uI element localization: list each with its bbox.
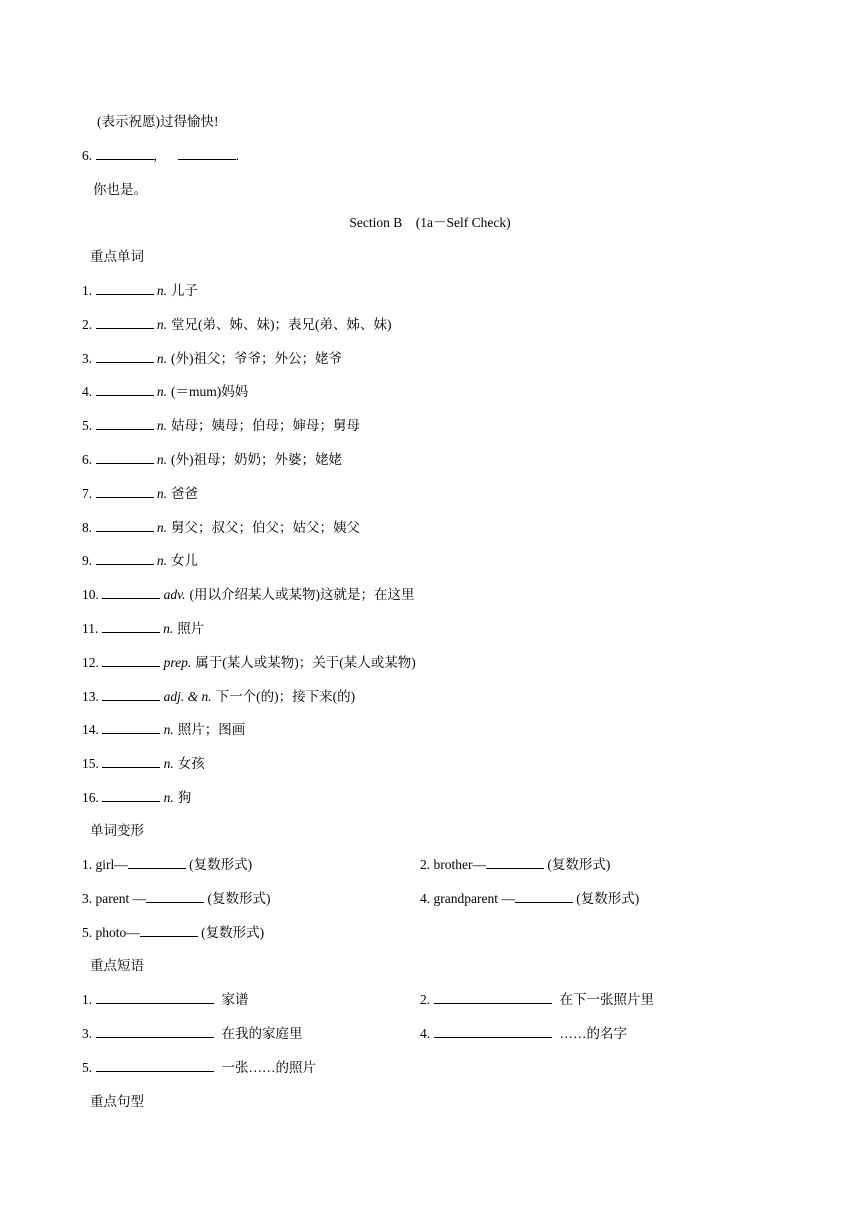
part-of-speech: n. [156, 553, 167, 569]
item-number: 4. [82, 384, 93, 400]
word-meaning: (外)祖父；爷爷；外公；姥爷 [171, 350, 342, 366]
vocab-item [82, 519, 360, 537]
answer-blank[interactable] [96, 316, 154, 329]
vocab-item [82, 316, 391, 334]
part-of-speech: n. [156, 418, 167, 434]
answer-blank[interactable] [96, 383, 154, 396]
item-number: 13. [82, 688, 99, 704]
item-number: 8. [82, 519, 93, 535]
phrase-item [420, 991, 654, 1009]
form-note: (复数形式) [189, 857, 253, 872]
form-note: (复数形式) [576, 891, 640, 906]
word-meaning: 女儿 [171, 553, 198, 569]
vocab-item [82, 721, 245, 739]
part-of-speech: n. [163, 621, 174, 636]
section-title: Section B (1a－Self Check) [349, 215, 511, 230]
part-of-speech: n. [156, 519, 167, 535]
phrase-meaning: 一张……的照片 [221, 1060, 316, 1075]
vocab-item [82, 654, 416, 672]
answer-blank[interactable] [96, 417, 154, 430]
sentences-heading: 重点句型 [90, 1094, 144, 1109]
item-number: 9. [82, 553, 93, 569]
answer-blank[interactable] [96, 519, 154, 532]
item-number: 15. [82, 756, 99, 772]
answer-blank[interactable] [178, 147, 236, 160]
part-of-speech: n. [163, 722, 174, 738]
word-meaning: 照片；图画 [177, 722, 246, 738]
q6-separator: , [153, 148, 157, 163]
answer-blank[interactable] [102, 586, 160, 599]
word-meaning: 属于(某人或某物)；关于(某人或某物) [195, 654, 416, 670]
word-form-item [82, 856, 252, 874]
item-number: 4. [420, 1026, 431, 1041]
item-number: 3. [82, 1026, 93, 1041]
phrase-meaning: 在下一张照片里 [559, 992, 654, 1007]
word-meaning: 姑母；姨母；伯母；婶母；舅母 [171, 418, 360, 434]
item-number: 6. [82, 452, 93, 467]
vocab-item [82, 755, 205, 773]
answer-blank[interactable] [96, 1059, 214, 1072]
vocab-item [82, 552, 198, 570]
answer-blank[interactable] [128, 856, 186, 869]
answer-blank[interactable] [102, 654, 160, 667]
vocab-item [82, 688, 355, 706]
form-prefix: 1. girl— [82, 857, 128, 872]
word-meaning: 下一个(的)；接下来(的) [215, 688, 356, 704]
answer-blank[interactable] [102, 721, 160, 734]
item-number: 11. [82, 621, 99, 636]
intro-line-2: 你也是。 [93, 182, 147, 197]
q6-end: . [235, 148, 239, 163]
answer-blank[interactable] [434, 991, 552, 1004]
item-number: 7. [82, 485, 93, 501]
item-number: 3. [82, 350, 93, 366]
phrases-heading: 重点短语 [90, 958, 144, 973]
part-of-speech: n. [156, 485, 167, 501]
word-meaning: 狗 [177, 790, 192, 805]
vocab-item [82, 485, 198, 503]
answer-blank[interactable] [96, 282, 154, 295]
word-form-item [420, 856, 610, 874]
part-of-speech: n. [156, 384, 167, 400]
part-of-speech: n. [156, 452, 167, 467]
vocab-item [82, 586, 415, 604]
form-prefix: 5. photo— [82, 925, 140, 940]
item-number: 12. [82, 654, 99, 670]
answer-blank[interactable] [96, 350, 154, 363]
phrase-meaning: 家谱 [221, 992, 249, 1007]
item-number: 10. [82, 587, 99, 603]
phrase-item [82, 1059, 316, 1077]
answer-blank[interactable] [146, 890, 204, 903]
answer-blank[interactable] [102, 620, 160, 633]
word-meaning: 女孩 [177, 756, 205, 772]
vocab-item [82, 383, 248, 401]
vocab-item [82, 282, 198, 300]
phrase-item [82, 991, 249, 1009]
answer-blank[interactable] [96, 1025, 214, 1038]
vocab-item [82, 451, 342, 469]
item-number: 14. [82, 722, 99, 738]
part-of-speech: n. [156, 283, 167, 298]
word-meaning: 儿子 [171, 283, 198, 298]
phrase-item [420, 1025, 627, 1043]
part-of-speech: n. [163, 790, 174, 805]
part-of-speech: prep. [163, 654, 192, 670]
intro-line-1: (表示祝愿)过得愉快! [97, 114, 219, 129]
item-number: 5. [82, 1060, 93, 1075]
answer-blank[interactable] [102, 688, 160, 701]
word-meaning: (＝mum)妈妈 [171, 384, 249, 400]
phrase-item [82, 1025, 303, 1043]
answer-blank[interactable] [102, 789, 160, 802]
answer-blank[interactable] [96, 991, 214, 1004]
part-of-speech: adv. [163, 587, 186, 603]
item-number: 5. [82, 418, 93, 434]
answer-blank[interactable] [102, 755, 160, 768]
forms-heading: 单词变形 [90, 823, 144, 838]
word-form-item [420, 890, 639, 908]
word-meaning: 照片 [177, 621, 205, 636]
part-of-speech: n. [156, 316, 167, 332]
word-meaning: (用以介绍某人或某物)这就是；在这里 [189, 587, 415, 603]
word-form-item [82, 890, 270, 908]
q6-number: 6. [82, 148, 93, 163]
word-form-item [82, 924, 264, 942]
part-of-speech: n. [163, 756, 174, 772]
intro-q6 [82, 147, 239, 165]
form-note: (复数形式) [201, 925, 265, 940]
answer-blank[interactable] [96, 485, 154, 498]
form-note: (复数形式) [207, 891, 271, 906]
vocab-heading: 重点单词 [90, 249, 144, 264]
part-of-speech: adj. & n. [163, 688, 212, 704]
word-meaning: 爸爸 [171, 485, 198, 501]
answer-blank[interactable] [140, 924, 198, 937]
phrase-meaning: 在我的家庭里 [221, 1026, 303, 1041]
answer-blank[interactable] [486, 856, 544, 869]
item-number: 2. [420, 992, 431, 1007]
item-number: 16. [82, 790, 99, 805]
item-number: 1. [82, 283, 93, 298]
item-number: 2. [82, 316, 93, 332]
answer-blank[interactable] [96, 451, 154, 464]
item-number: 1. [82, 992, 93, 1007]
vocab-item [82, 789, 191, 807]
phrase-meaning: ……的名字 [559, 1026, 627, 1041]
form-prefix: 2. brother— [420, 857, 486, 872]
word-meaning: 舅父；叔父；伯父；姑父；姨父 [171, 519, 360, 535]
form-note: (复数形式) [547, 857, 611, 872]
word-meaning: (外)祖母；奶奶；外婆；姥姥 [171, 452, 342, 467]
vocab-item [82, 350, 342, 368]
word-meaning: 堂兄(弟、姊、妹)；表兄(弟、姊、妹) [171, 316, 392, 332]
vocab-item [82, 620, 204, 638]
vocab-item [82, 417, 360, 435]
answer-blank[interactable] [96, 552, 154, 565]
part-of-speech: n. [156, 350, 167, 366]
form-prefix: 3. parent — [82, 891, 147, 906]
form-prefix: 4. grandparent — [420, 891, 515, 906]
answer-blank[interactable] [96, 147, 154, 160]
answer-blank[interactable] [515, 890, 573, 903]
answer-blank[interactable] [434, 1025, 552, 1038]
